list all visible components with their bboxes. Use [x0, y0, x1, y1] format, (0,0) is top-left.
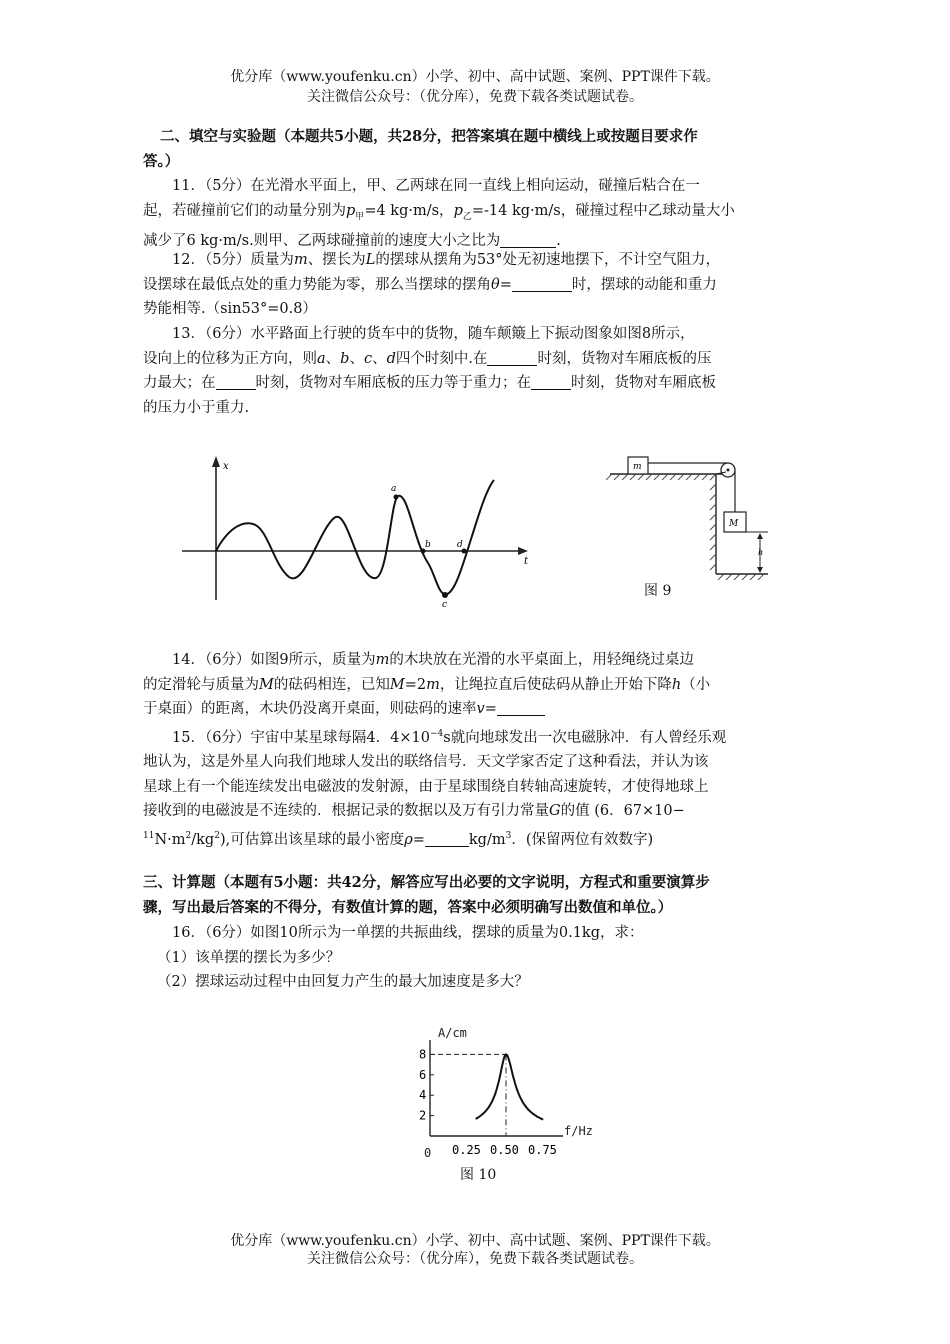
- fig8-point-c: [442, 592, 448, 598]
- q13-line-1: 13．（6分）水平路面上行驶的货车中的货物，随车颠簸上下振动图象如图8所示，: [172, 326, 695, 342]
- fig10-xtick-0.75: 0.75: [528, 1143, 557, 1157]
- q15-line-4: 接收到的电磁波是不连续的．根据记录的数据以及万有引力常量G的值 (6．67×10−: [143, 803, 685, 820]
- figure-9-pulley-setup: [606, 450, 776, 580]
- fig9-label-M: M: [729, 519, 739, 529]
- question-16: [143, 921, 813, 995]
- q14-line-3: 于桌面）的距离，木块仍没离开桌面，则砝码的速率v=: [143, 697, 813, 722]
- fig8-curve: [216, 480, 494, 594]
- q15-line-1: 15．（6分）宇宙中某星球每隔4．$4\times 10^{-4}s$就向地球发出一次电磁脉冲．有人曾经乐观: [172, 729, 727, 746]
- fig8-x-axis-arrow: [212, 456, 220, 467]
- fig9-table-hatch: [606, 474, 716, 480]
- fig9-label-h: h: [758, 548, 764, 557]
- fig8-x-label: x: [223, 461, 229, 472]
- fig10-x-ticks: [452, 1143, 557, 1157]
- fig10-curve: [476, 1054, 544, 1119]
- q12-line-2: 设摆球在最低点处的重力势能为零，那么当摆球的摆角θ= 时，摆球的动能和重力: [143, 276, 717, 293]
- fig10-ytick-2: 2: [419, 1108, 427, 1123]
- question-12: [143, 248, 813, 322]
- fig10-xtick-0.50: 0.50: [490, 1143, 519, 1157]
- figure-9-caption: 图 9: [644, 583, 672, 599]
- q11-answer-blank[interactable]: [500, 231, 556, 248]
- fig9-label-m: m: [633, 462, 642, 472]
- section3-title: [143, 871, 813, 920]
- q13-line-3: 力最大；在 时刻，货物对车厢底板的压力等于重力；在 时刻，货物对车厢底板: [143, 375, 716, 391]
- q12-line-1: 12．（5分）质量为m、摆长为L的摆球从摆角为53°处无初速地摆下，不计空气阻力，: [172, 252, 721, 268]
- fig8-t-axis-arrow: [518, 547, 528, 555]
- section3-title-line-2: 骤，写出最后答案的不得分，有数值计算的题，答案中必须明确写出数值和单位。）: [143, 898, 673, 916]
- q16-line-2: （1）该单摆的摆长为多少？: [157, 949, 341, 966]
- section2-title-line-2: 答。）: [143, 152, 180, 170]
- fig10-ytick-6: 6: [419, 1067, 427, 1082]
- q15-line-3: 星球上有一个能连续发出电磁波的发射源，由于星球围绕自转轴高速旋转，才使得地球上: [143, 778, 709, 795]
- fig10-ytick-8: 8: [419, 1047, 427, 1062]
- q11-line-3: 减少了6 kg·m/s.则甲、乙两球碰撞前的速度大小之比为 .: [143, 232, 561, 249]
- q11-line-1: 11．（5分）在光滑水平面上，甲、乙两球在同一直线上相向运动，碰撞后粘合在一: [172, 178, 700, 194]
- q14-line-1: 14．（6分）如图9所示，质量为m的木块放在光滑的水平桌面上，用轻绳绕过桌边: [172, 652, 694, 668]
- fig8-t-label: t: [524, 556, 529, 567]
- question-14: [143, 648, 813, 722]
- q14-answer-blank[interactable]: [497, 699, 545, 716]
- question-11: [143, 174, 813, 253]
- section2-title-line-1: 二、填空与实验题（本题共5小题，共28分，把答案填在题中横线上或按题目要求作: [160, 128, 698, 145]
- figure-10-caption: 图 10: [460, 1167, 497, 1183]
- fig10-xtick-0.25: 0.25: [452, 1143, 481, 1157]
- q13-answer-blank-3[interactable]: [531, 373, 571, 390]
- fig10-origin: 0: [424, 1146, 432, 1160]
- fig9-pulley-axle: [727, 469, 730, 472]
- q13-line-2: 设向上的位移为正方向，则a、b、c、d四个时刻中.在 时刻，货物对车厢底板的压: [143, 350, 712, 367]
- fig10-ylabel: A/cm: [438, 1026, 467, 1040]
- figure-8-vibration-graph: [176, 452, 536, 612]
- question-15: [143, 722, 813, 852]
- header-line-2: 关注微信公众号：（优分库），免费下载各类试题试卷。: [307, 89, 643, 105]
- header-line-1: 优分库（www.youfenku.cn）小学、初中、高中试题、案例、PPT课件下载。: [230, 69, 720, 85]
- fig8-point-a: [394, 495, 399, 500]
- q15-line-5: $^{11}N\cdot m^2/kg^2$),可估算出该星球的最小密度$\rho= kg/m^3$．(保留两位有效数字): [143, 830, 654, 848]
- footer-line-2: 关注微信公众号：（优分库），免费下载各类试题试卷。: [307, 1251, 643, 1267]
- fig9-floor-hatch: [718, 574, 764, 580]
- q15-answer-blank[interactable]: [425, 830, 469, 847]
- figure-10-resonance-curve: [418, 1020, 608, 1160]
- q16-line-3: （2）摆球运动过程中由回复力产生的最大加速度是多大？: [157, 974, 529, 990]
- section3-title-line-1: 三、计算题（本题有5小题：共42分，解答应写出必要的文字说明，方程式和重要演算步: [143, 874, 710, 891]
- q15-line-2: 地认为，这是外星人向我们地球人发出的联络信号．天文学家否定了这种看法，并认为该: [143, 754, 709, 771]
- section2-title: [143, 125, 820, 174]
- fig10-ytick-4: 4: [419, 1088, 427, 1103]
- q12-answer-blank[interactable]: [512, 275, 572, 292]
- q13-line-4: 的压力小于重力.: [143, 399, 250, 416]
- fig8-label-a: a: [391, 484, 397, 494]
- q13-answer-blank-2[interactable]: [216, 373, 256, 390]
- fig10-y-ticks: [419, 1047, 434, 1122]
- q14-line-2: 的定滑轮与质量为M的砝码相连，已知M=2m，让绳拉直后使砝码从静止开始下降h（小: [143, 676, 711, 693]
- footer-line-1: 优分库（www.youfenku.cn）小学、初中、高中试题、案例、PPT课件下载。: [230, 1233, 720, 1249]
- fig9-wall-hatch: [710, 484, 716, 570]
- fig8-label-d: d: [457, 540, 463, 550]
- question-13: [143, 322, 813, 420]
- q16-line-1: 16．（6分）如图10所示为一单摆的共振曲线，摆球的质量为0.1kg，求：: [172, 925, 644, 941]
- q13-answer-blank-1[interactable]: [487, 349, 537, 366]
- fig8-label-c: c: [442, 600, 448, 610]
- fig8-label-b: b: [425, 540, 431, 550]
- fig10-xlabel: f/Hz: [564, 1124, 593, 1138]
- q12-line-3: 势能相等.（sin53°=0.8）: [143, 301, 317, 317]
- q11-line-2: 起，若碰撞前它们的动量分别为$p_甲=4$ kg·m/s，$p_乙=-14$ kg·m/s，碰撞过程中乙球动量大小: [143, 202, 735, 222]
